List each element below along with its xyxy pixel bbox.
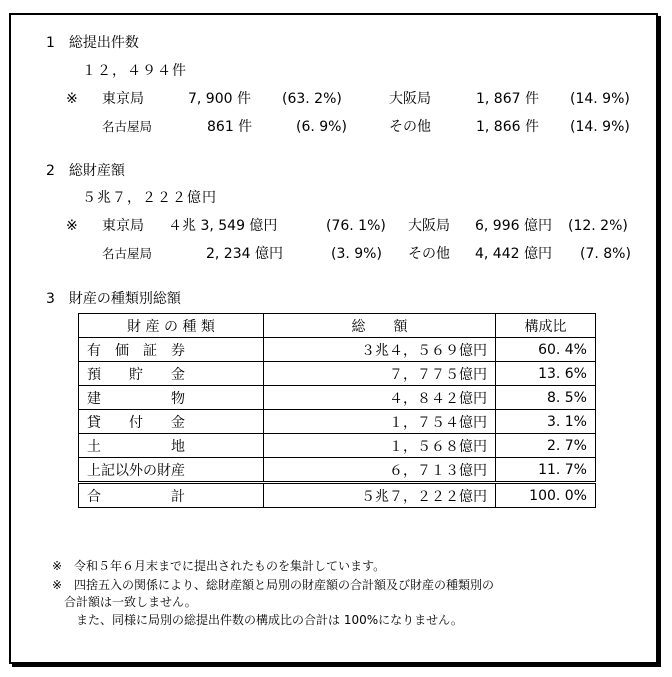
sec1-r2-office2: その他 xyxy=(389,119,431,135)
sec1-r1-count2: 1, 867 件 xyxy=(476,91,539,107)
sec2-r1-office1: 東京局 xyxy=(102,218,144,234)
table-row xyxy=(79,458,596,483)
table-row xyxy=(79,434,596,458)
row-ratio: 11. 7% xyxy=(496,458,596,483)
row-ratio: 3. 1% xyxy=(496,410,596,434)
total-ratio: 100. 0% xyxy=(496,483,596,508)
sec2-r2-pct1: (3. 9%) xyxy=(331,246,382,262)
sec1-note-mark: ※ xyxy=(66,91,78,107)
row-asset-type: 土 地 xyxy=(79,434,264,458)
sec1-r1-office1: 東京局 xyxy=(102,91,144,107)
sec3-heading: 3 財産の種類別総額 xyxy=(46,291,181,307)
sec2-r1-amount1: ４兆 3, 549 億円 xyxy=(168,218,278,234)
row-ratio: 60. 4% xyxy=(496,338,596,362)
sec1-r1-pct1: (63. 2%) xyxy=(282,91,342,107)
sec2-r2-pct2: (7. 8%) xyxy=(580,246,631,262)
sec1-r1-pct2: (14. 9%) xyxy=(570,91,630,107)
row-ratio: 2. 7% xyxy=(496,434,596,458)
row-amount: ４，８４２億円 xyxy=(264,386,496,410)
sec1-r2-pct1: (6. 9%) xyxy=(296,119,347,135)
table-row xyxy=(79,410,596,434)
total-amount: ５兆７，２２２億円 xyxy=(264,483,496,508)
header-asset-type: 財 産 の 種 類 xyxy=(79,314,264,338)
footnote-1: ※ 令和５年６月末までに提出されたものを集計しています。 xyxy=(52,559,386,573)
footnote-2-cont: 合計額は一致しません。 xyxy=(52,595,197,609)
sec2-r2-amount2: 4, 442 億円 xyxy=(475,246,552,262)
sec2-heading: 2 総財産額 xyxy=(46,163,125,179)
row-amount: ６，７１３億円 xyxy=(264,458,496,483)
sec1-r2-pct2: (14. 9%) xyxy=(570,119,630,135)
sec2-r1-office2: 大阪局 xyxy=(408,218,450,234)
sec2-r1-pct2: (12. 2%) xyxy=(568,218,628,234)
row-amount: １，５６８億円 xyxy=(264,434,496,458)
sec1-heading: 1 総提出件数 xyxy=(46,35,139,51)
row-asset-type: 貸 付 金 xyxy=(79,410,264,434)
footnote-2: ※ 四捨五入の関係により、総財産額と局別の財産額の合計額及び財産の種類別の xyxy=(52,578,495,592)
row-amount: ３兆４，５６９億円 xyxy=(264,338,496,362)
row-amount: ７，７７５億円 xyxy=(264,362,496,386)
row-ratio: 8. 5% xyxy=(496,386,596,410)
table-row xyxy=(79,338,596,362)
sec1-r1-count1: 7, 900 件 xyxy=(188,91,251,107)
sec2-note-mark: ※ xyxy=(66,218,78,234)
total-label: 合 計 xyxy=(79,483,264,508)
sec1-r2-office1: 名古屋局 xyxy=(102,119,153,134)
sec2-r2-office1: 名古屋局 xyxy=(102,246,153,261)
row-amount: １，７５４億円 xyxy=(264,410,496,434)
table-total-row xyxy=(79,483,596,508)
sec1-r2-count1: 861 件 xyxy=(207,119,253,135)
table-row xyxy=(79,362,596,386)
row-asset-type: 建 物 xyxy=(79,386,264,410)
sec1-r1-office2: 大阪局 xyxy=(389,91,431,107)
row-asset-type: 有 価 証 券 xyxy=(79,338,264,362)
header-total-amount: 総 額 xyxy=(264,314,496,338)
row-asset-type: 上記以外の財産 xyxy=(79,458,264,483)
asset-type-table xyxy=(78,313,596,508)
sec2-r2-office2: その他 xyxy=(408,246,450,262)
table-row xyxy=(79,386,596,410)
footnote-3: また、同様に局別の総提出件数の構成比の合計は 100%になりません。 xyxy=(52,613,463,627)
sec1-r2-count2: 1, 866 件 xyxy=(476,119,539,135)
header-ratio: 構成比 xyxy=(496,314,596,338)
sec2-r2-amount1: 2, 234 億円 xyxy=(206,246,283,262)
row-ratio: 13. 6% xyxy=(496,362,596,386)
table-header-row xyxy=(79,314,596,338)
sec2-total: ５兆７，２２２億円 xyxy=(82,190,217,206)
sec2-r1-amount2: 6, 996 億円 xyxy=(475,218,552,234)
sec2-r1-pct1: (76. 1%) xyxy=(326,218,386,234)
sec1-total: １２，４９４件 xyxy=(82,63,187,79)
row-asset-type: 預 貯 金 xyxy=(79,362,264,386)
